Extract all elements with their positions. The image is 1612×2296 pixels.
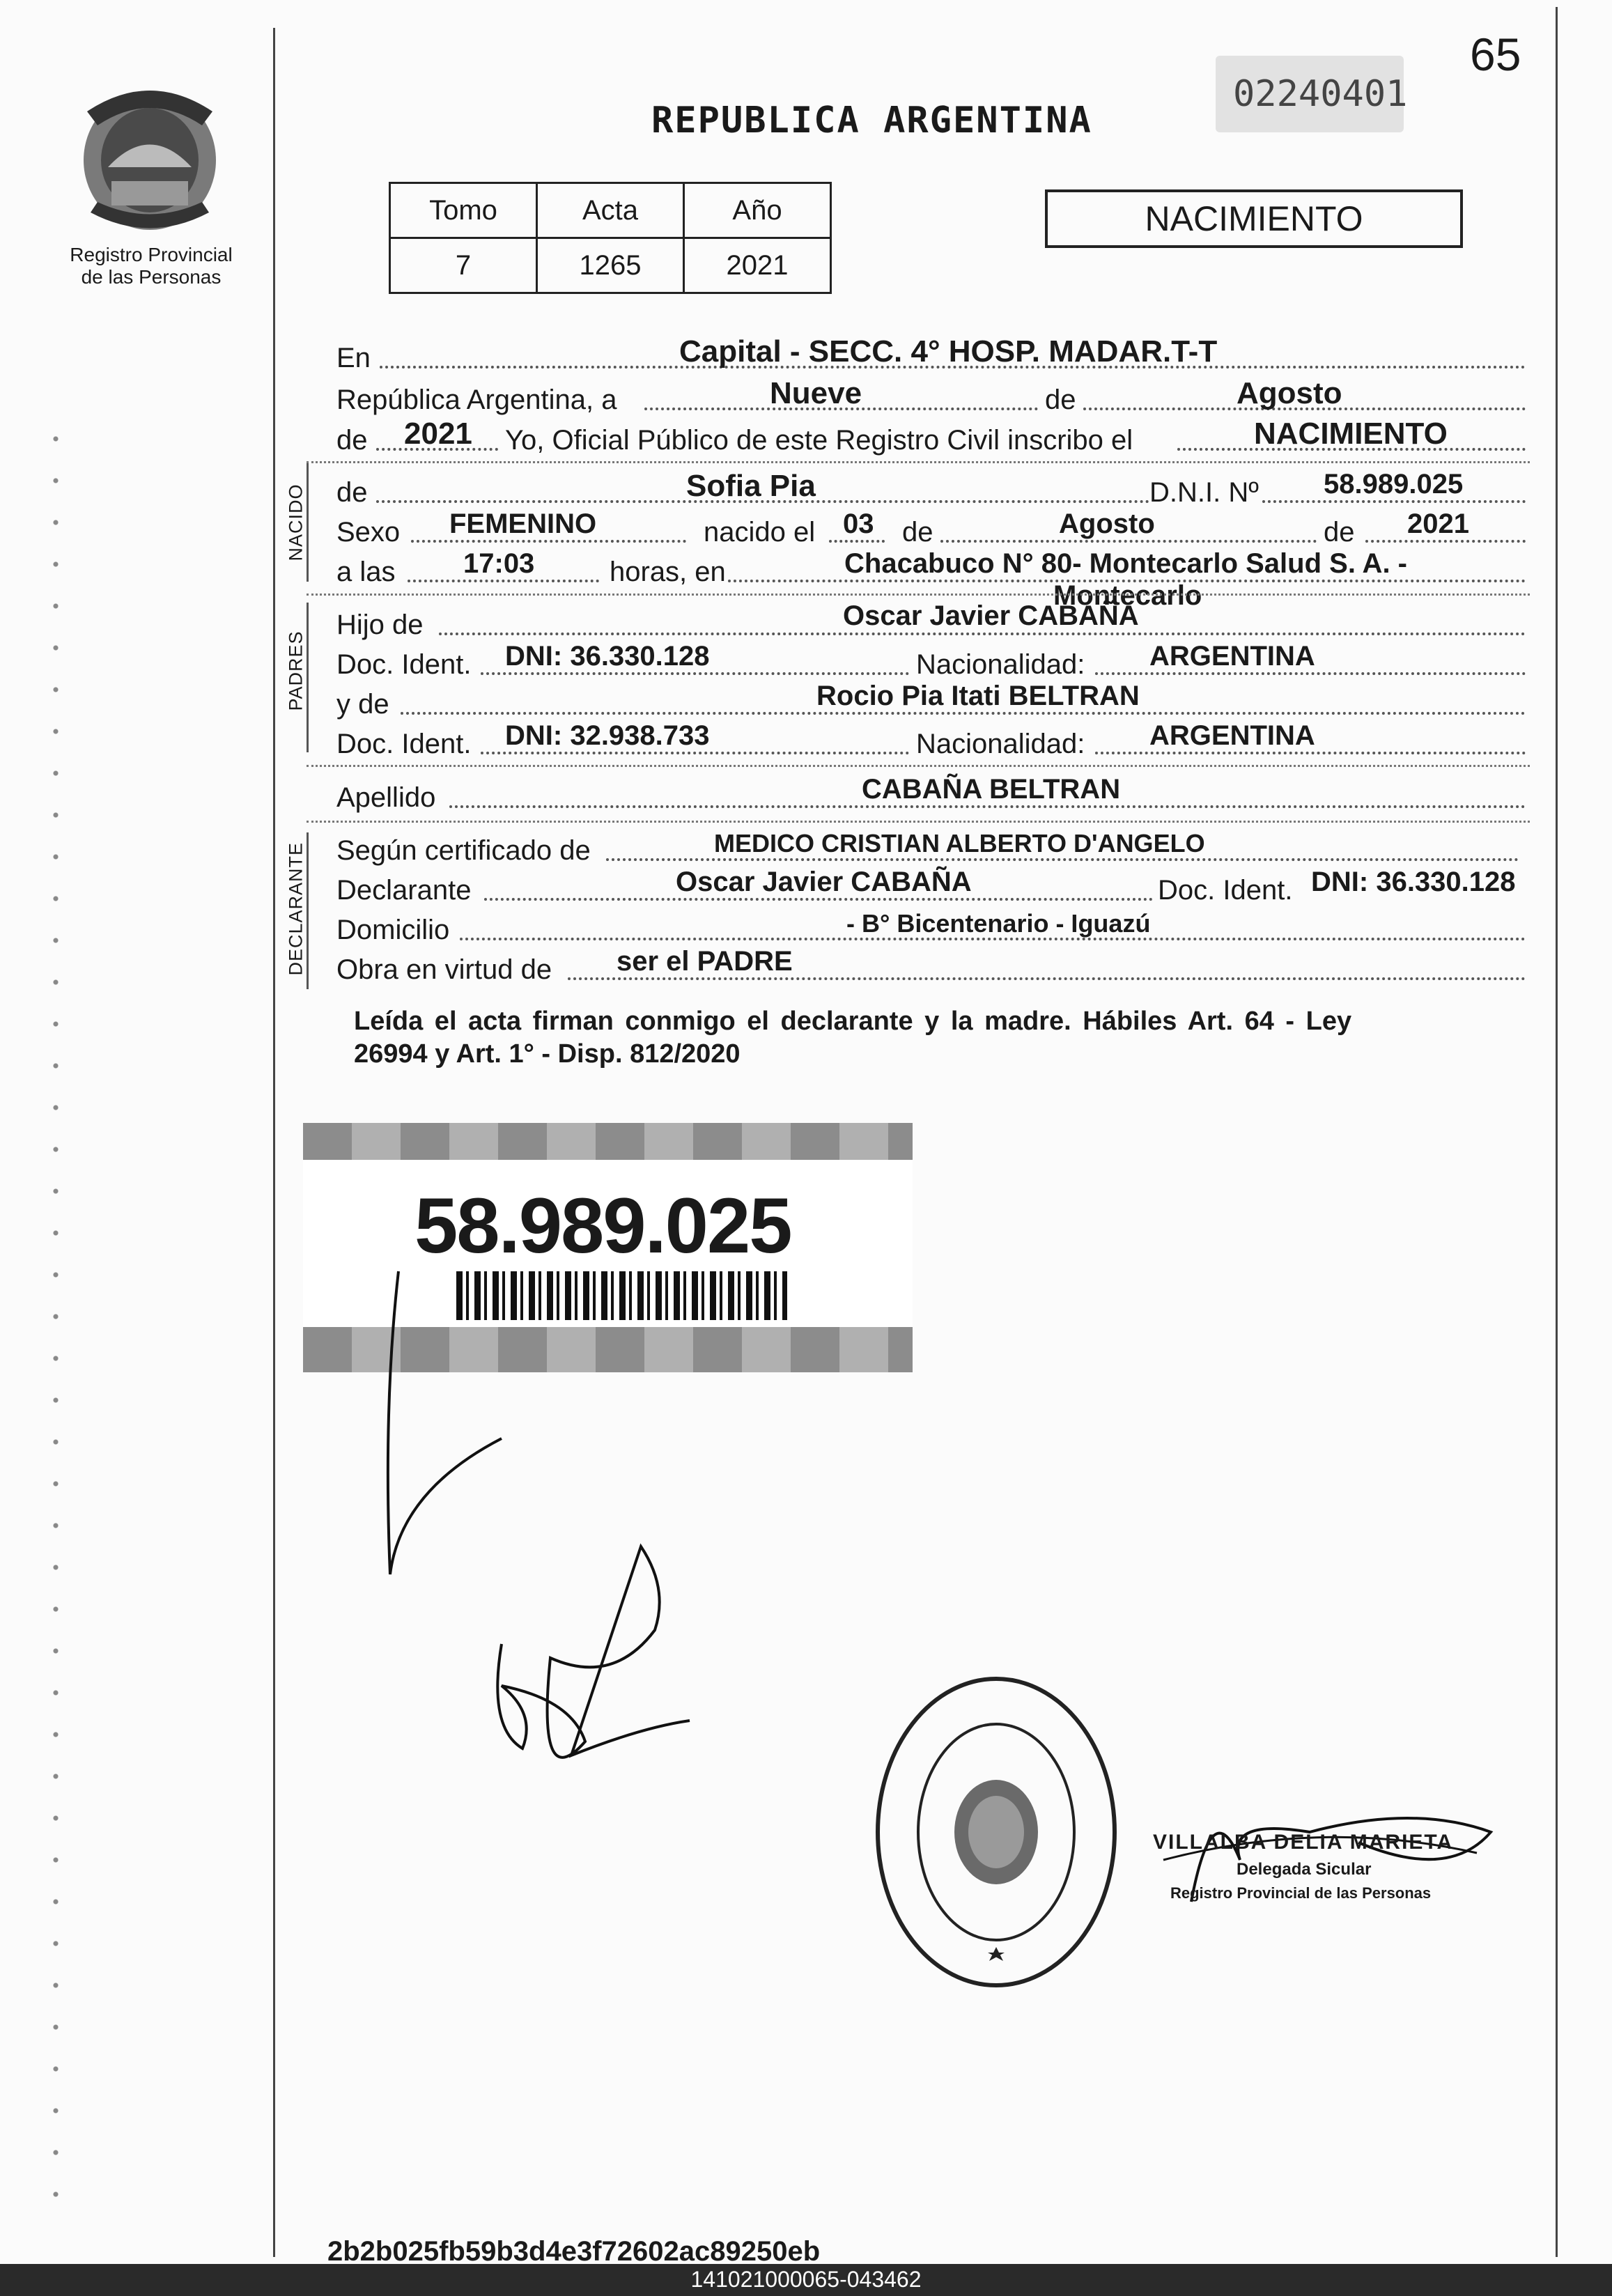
de-label: de <box>1045 385 1076 415</box>
official-registry: Registro Provincial de las Personas <box>1170 1884 1432 1902</box>
nacido-el-label: nacido el <box>704 517 816 548</box>
father-dni-value: DNI: 36.330.128 <box>505 641 710 672</box>
record-table <box>389 182 832 294</box>
declarante-section-label: DECLARANTE <box>285 841 307 976</box>
anio-value: 2021 <box>684 238 831 293</box>
mother-dni-dots <box>481 752 909 754</box>
tomo-header: Tomo <box>390 183 537 238</box>
event-value: NACIMIENTO <box>1254 417 1448 451</box>
sticker-number: 58.989.025 <box>414 1182 791 1269</box>
y-de-label: y de <box>336 689 389 720</box>
father-dots <box>439 633 1526 635</box>
birth-de2-label: de <box>1324 517 1355 548</box>
mother-dni-value: DNI: 32.938.733 <box>505 720 710 751</box>
separator-2 <box>307 594 1530 596</box>
father-nac-label: Nacionalidad: <box>916 649 1085 680</box>
declarante-label: Declarante <box>336 875 472 906</box>
obra-dots <box>568 977 1526 980</box>
footer-bar <box>0 2264 1612 2296</box>
acta-header: Acta <box>537 183 684 238</box>
birth-year-dots <box>1365 540 1526 543</box>
acta-value: 1265 <box>537 238 684 293</box>
birth-month-value: Agosto <box>1059 509 1155 539</box>
birth-de-label: de <box>902 517 933 548</box>
hora-dots <box>408 580 599 582</box>
closing-line-1: Leída el acta firman conmigo el declarante y la madre. Hábiles Art. 64 - Ley <box>354 1007 1352 1036</box>
apellido-label: Apellido <box>336 782 436 813</box>
mother-name-value: Rocio Pia Itati BELTRAN <box>816 681 1140 711</box>
padres-section-label: PADRES <box>285 630 307 711</box>
a-las-label: a las <box>336 557 396 587</box>
certificado-label: Según certificado de <box>336 835 591 866</box>
record-type-box: NACIMIENTO <box>1045 189 1463 248</box>
official-stamp <box>871 1672 1122 1992</box>
hijo-de-label: Hijo de <box>336 610 424 640</box>
sexo-label: Sexo <box>336 517 401 548</box>
mother-nac-dots <box>1095 752 1526 754</box>
dni-label: D.N.I. Nº <box>1149 477 1259 508</box>
hora-value: 17:03 <box>463 548 535 579</box>
birth-place-line2: Montecarlo <box>1053 580 1202 611</box>
official-text: Yo, Oficial Público de este Registro Civil inscribo el <box>505 425 1133 456</box>
declarante-name-value: Oscar Javier CABAÑA <box>676 867 972 897</box>
sexo-value: FEMENINO <box>449 509 597 539</box>
month-value: Agosto <box>1237 376 1342 410</box>
separator-3 <box>307 765 1530 767</box>
apellido-dots <box>449 805 1526 808</box>
sexo-dots <box>411 540 686 543</box>
child-name-value: Sofia Pia <box>686 469 816 503</box>
declarante-dots <box>484 898 1153 901</box>
father-nac-value: ARGENTINA <box>1149 641 1315 672</box>
logo-caption: Registro Provincial de las Personas <box>70 244 233 288</box>
nacido-section-label: NACIDO <box>285 483 307 561</box>
footer-code: 141021000065-043462 <box>690 2267 922 2292</box>
child-dni-value: 58.989.025 <box>1324 469 1464 499</box>
apellido-value: CABAÑA BELTRAN <box>862 774 1121 805</box>
obra-value: ser el PADRE <box>617 946 793 977</box>
obra-label: Obra en virtud de <box>336 954 552 985</box>
official-name: VILLALBA DELIA MARIETA <box>1153 1831 1454 1854</box>
anio-header: Año <box>684 183 831 238</box>
republica-label: República Argentina, a <box>336 385 617 415</box>
mother-nac-label: Nacionalidad: <box>916 729 1085 759</box>
day-word-value: Nueve <box>770 376 862 410</box>
mother-nac-value: ARGENTINA <box>1149 720 1315 751</box>
domicilio-label: Domicilio <box>336 915 450 945</box>
page-number: 65 <box>1470 29 1521 80</box>
birth-year-value: 2021 <box>1407 509 1469 539</box>
tomo-value: 7 <box>390 238 537 293</box>
left-margin-line <box>273 28 275 2257</box>
certificado-value: MEDICO CRISTIAN ALBERTO D'ANGELO <box>714 829 1205 858</box>
document-title: REPUBLICA ARGENTINA <box>651 100 1092 141</box>
official-title: Delegada Sicular <box>1237 1860 1372 1879</box>
right-margin-line <box>1556 7 1558 2257</box>
closing-line-2: 26994 y Art. 1° - Disp. 812/2020 <box>354 1039 741 1069</box>
birth-day-dots <box>829 540 885 543</box>
declarante-dni-value: DNI: 36.330.128 <box>1311 867 1516 897</box>
de2-label: de <box>336 425 368 456</box>
separator-1 <box>307 461 1530 463</box>
birth-place-line1: Chacabuco N° 80- Montecarlo Salud S. A. - <box>844 548 1407 579</box>
father-nac-dots <box>1095 672 1526 675</box>
domicilio-value: - B° Bicentenario - Iguazú <box>846 909 1151 938</box>
serial-number: 02240401 <box>1233 73 1408 115</box>
mother-dots <box>401 712 1526 715</box>
father-dni-dots <box>481 672 909 675</box>
certificado-dots <box>606 858 1519 861</box>
father-name-value: Oscar Javier CABAÑA <box>843 600 1139 631</box>
sticker-top-stripe <box>303 1123 913 1163</box>
father-doc-label: Doc. Ident. <box>336 649 472 680</box>
declarante-signature <box>362 1268 752 1825</box>
nacido-de-label: de <box>336 477 368 508</box>
dni-dots <box>1262 500 1526 503</box>
mother-doc-label: Doc. Ident. <box>336 729 472 759</box>
horas-en-label: horas, en <box>610 557 726 587</box>
birth-month-dots <box>940 540 1317 543</box>
document-hash: 2b2b025fb59b3d4e3f72602ac89250eb <box>327 2236 821 2264</box>
declarante-doc-label: Doc. Ident. <box>1158 875 1293 906</box>
birth-day-value: 03 <box>843 509 874 539</box>
serial-sticker <box>1216 56 1408 132</box>
province-logo <box>70 73 230 244</box>
place-value: Capital - SECC. 4° HOSP. MADAR.T-T <box>679 334 1218 369</box>
year-value: 2021 <box>404 417 472 451</box>
en-label: En <box>336 343 371 373</box>
separator-4 <box>307 821 1530 823</box>
perforation-marks <box>49 418 63 2229</box>
